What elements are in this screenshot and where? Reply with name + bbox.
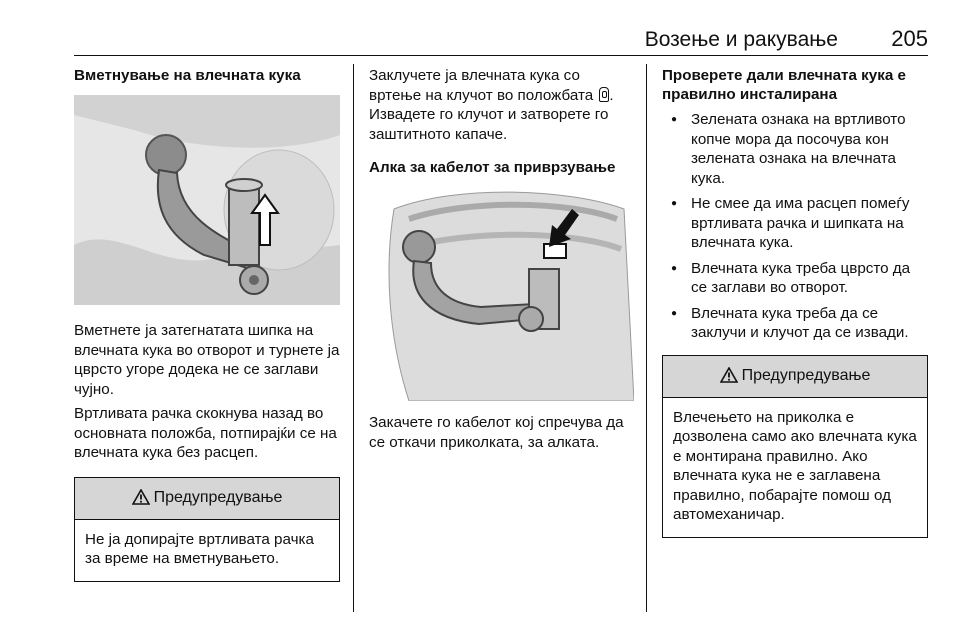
list-item: ● Зелената ознака на вртливото копче мора да посочува кон зелената ознака на влечната кука.: [662, 110, 928, 188]
warning-header: [663, 356, 927, 398]
warning-triangle-icon: [720, 367, 738, 383]
section-heading-insert: Вметнување на влечната кука: [74, 67, 301, 84]
section-heading-check: Проверете дали влечната кука е правилно инсталирана: [662, 67, 906, 103]
attach-cable-instruction: Закачете го кабелот кој спречува да се откачи приколката, за алката.: [369, 414, 624, 451]
warning-header: [75, 478, 339, 520]
section-heading-eyelet: Алка за кабелот за приврзување: [369, 159, 616, 176]
towbar-insert-drawing: [74, 95, 340, 305]
column-2: [369, 66, 634, 452]
insert-instruction: Вметнете ја затегнатата шипка на влечната кука во отворот и турнете ја цврсто угоре додека не се заглави чујно.: [74, 322, 340, 398]
list-item: ● Влечната кука треба да се заклучи и клучот да се извади.: [662, 304, 928, 343]
lock-instruction-text: Заклучете ја влечната кука со вртење на клучот во положбата: [369, 67, 594, 104]
section-title: Возење и ракување: [644, 28, 838, 51]
check-list: [662, 110, 928, 343]
warning-title: Предупредување: [153, 489, 283, 507]
page-number: 205: [891, 26, 928, 51]
towbar-insert-illustration: [74, 95, 340, 305]
lock-instruction-end: .: [609, 86, 614, 104]
warning-triangle-icon: [132, 489, 150, 505]
warning-box: [74, 477, 340, 582]
list-item: ● Не смее да има расцеп помеѓу вртливата рачка и шипката на влечната кука.: [662, 194, 928, 253]
warning-title: Предупредување: [741, 367, 871, 385]
header-rule: [74, 55, 928, 56]
page-header: [74, 22, 928, 56]
warning-box: [662, 355, 928, 538]
remove-key-instruction: Извадете го клучот и затворете го заштитното капаче.: [369, 106, 609, 143]
column-3: [662, 66, 928, 538]
column-divider: [646, 64, 647, 612]
list-item: ● Влечната кука треба цврсто да се заглави во отворот.: [662, 259, 928, 298]
cable-eyelet-illustration: [369, 189, 634, 401]
lock-instruction: [369, 66, 634, 105]
lock-position-icon: [599, 87, 609, 102]
handle-description: Вртливата рачка скокнува назад во основната положба, потпирајќи се на влечната кука без расцеп.: [74, 405, 337, 461]
warning-text: Влечењето на приколка е дозволена само ако влечната кука е монтирана правилно. Ако влечната кука не е заглавена правилно, побарајте помош од автомеханичар.: [673, 408, 917, 523]
warning-text: Не ја допирајте вртливата рачка за време на вметнувањето.: [85, 530, 314, 567]
column-divider: [353, 64, 354, 612]
column-1: [74, 66, 340, 582]
cable-eyelet-drawing: [369, 189, 634, 401]
